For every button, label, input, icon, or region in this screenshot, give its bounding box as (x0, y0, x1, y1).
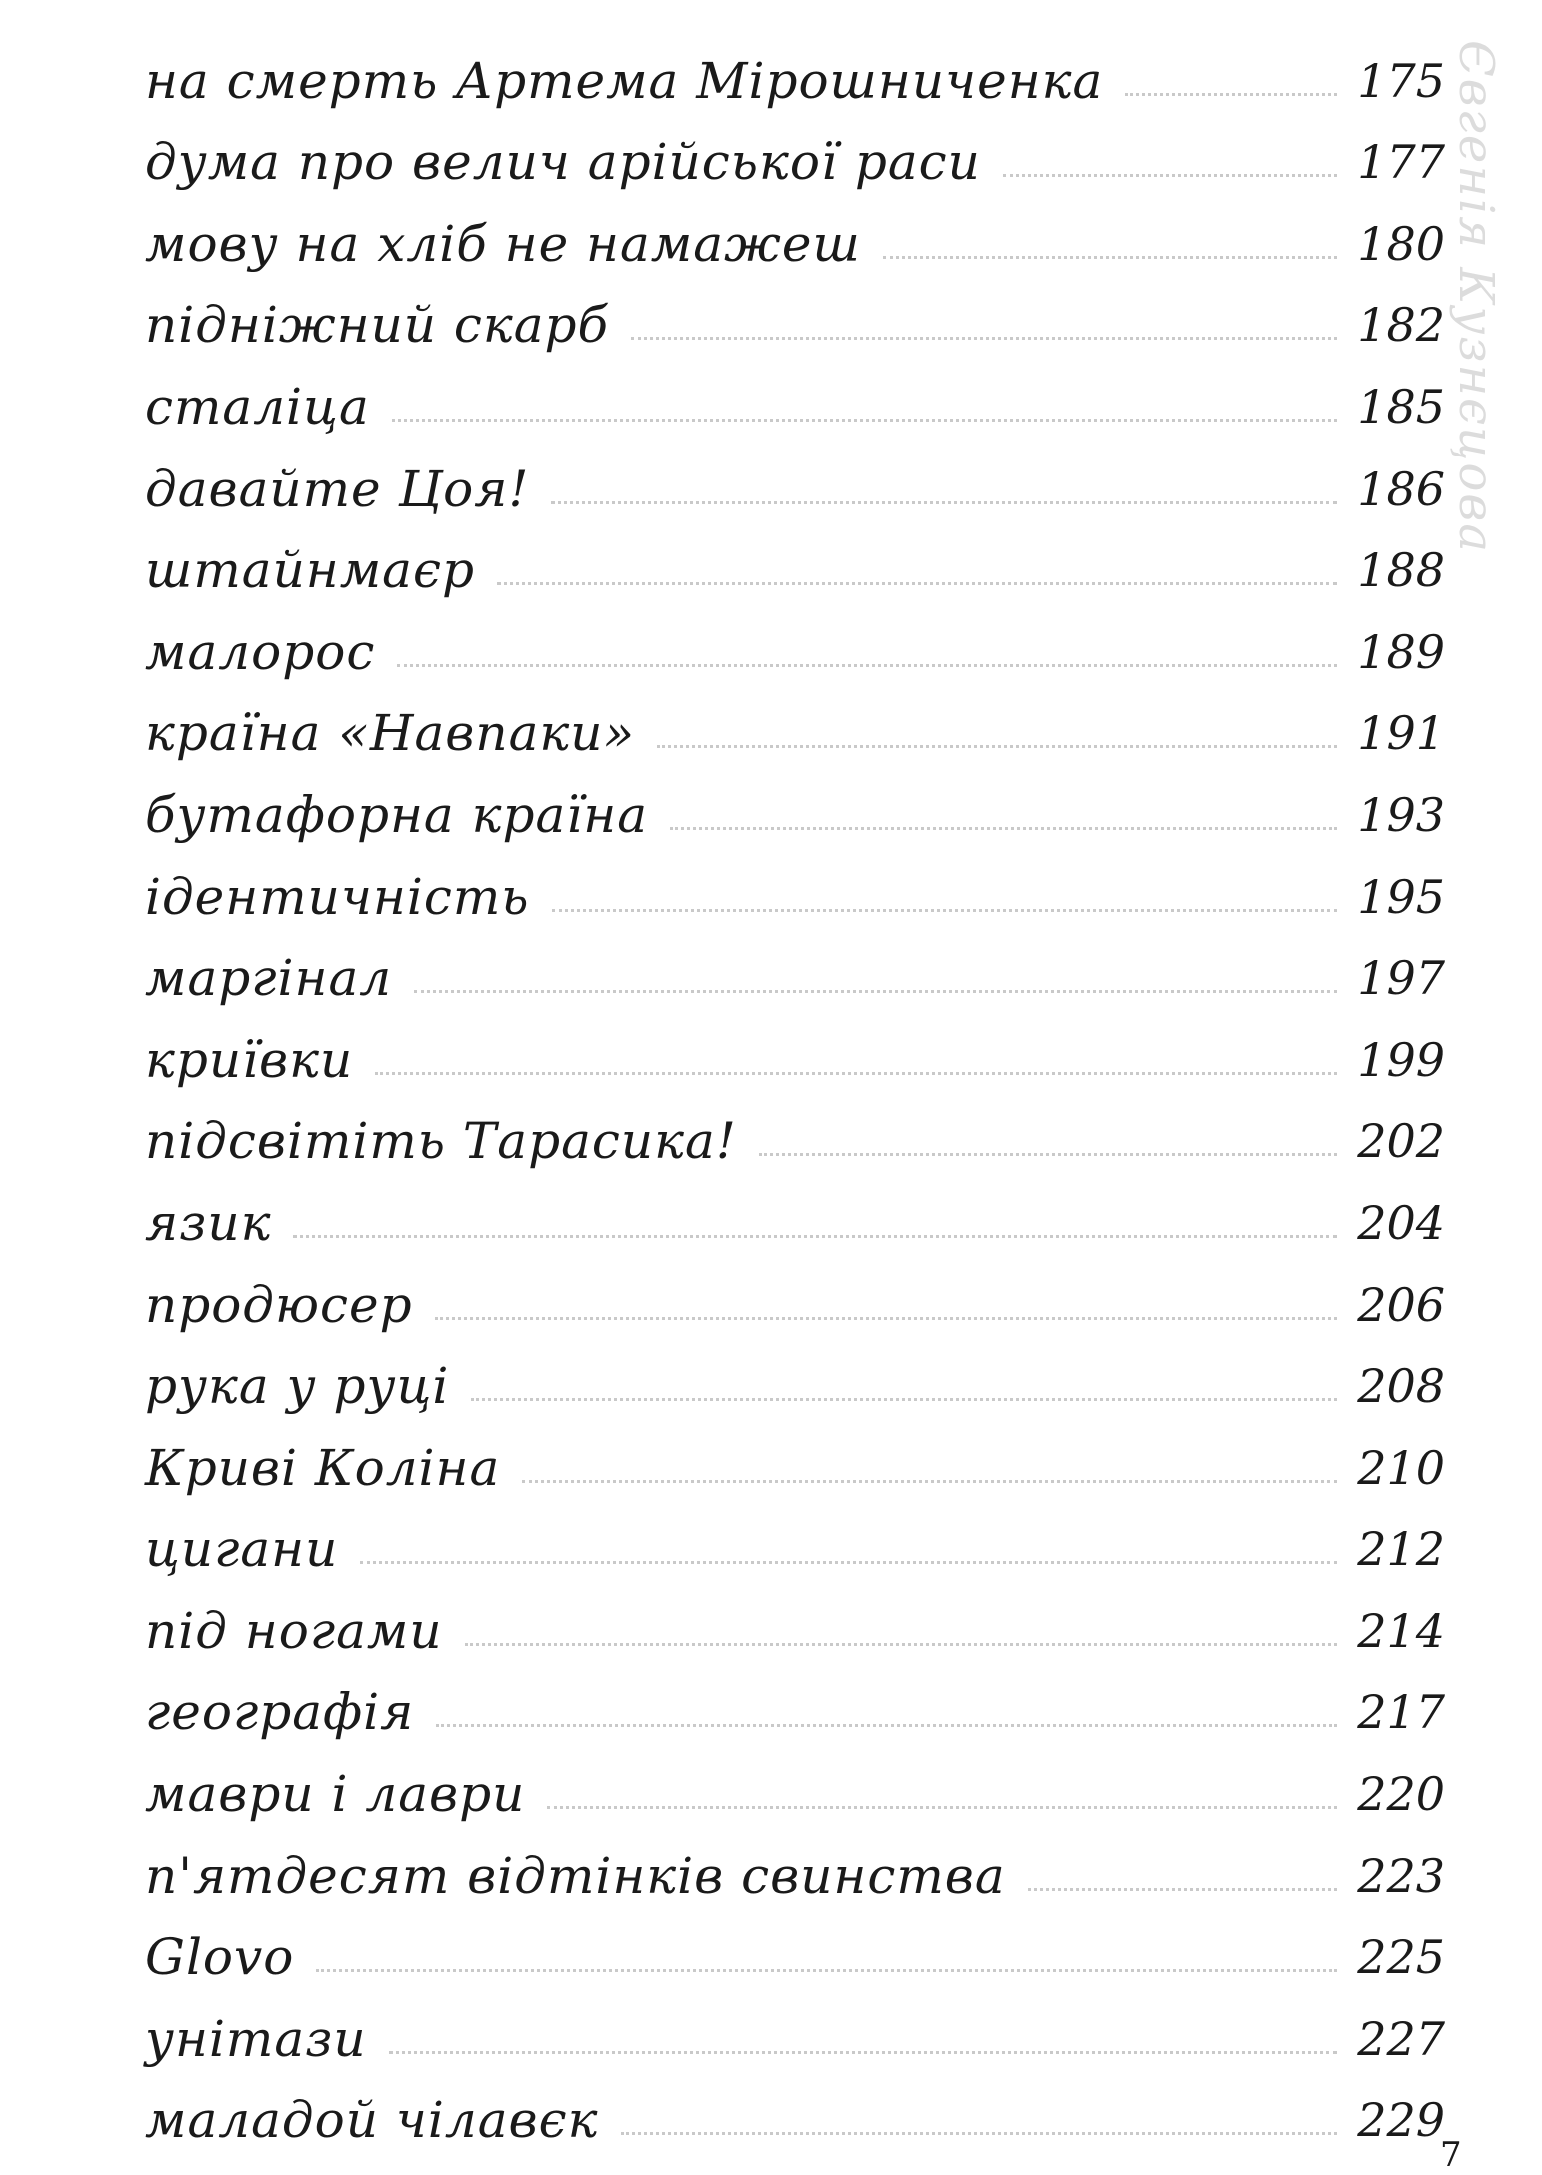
toc-entry-title: географія (145, 1683, 415, 1742)
toc-entry-page: 191 (1357, 706, 1445, 761)
toc-entry-page: 188 (1357, 543, 1445, 598)
toc-entry[interactable] (145, 1344, 1445, 1426)
toc-entry-title: давайте Цоя! (145, 459, 530, 518)
toc-entry-title: Криві Коліна (145, 1438, 501, 1497)
toc-entry-page: 225 (1357, 1930, 1445, 1985)
toc-entry-page: 210 (1357, 1440, 1445, 1495)
toc-entry-page: 206 (1357, 1277, 1445, 1332)
toc-entry-title: криївки (145, 1030, 354, 1089)
toc-entry[interactable] (145, 38, 1445, 120)
toc-entry-title: маладой чілавєк (145, 2091, 599, 2150)
dot-leader (883, 256, 1337, 259)
toc-entry[interactable] (145, 1670, 1445, 1752)
dot-leader (392, 419, 1337, 422)
dot-leader (670, 827, 1337, 830)
toc-entry-page: 229 (1357, 2093, 1445, 2148)
toc-entry[interactable] (145, 1833, 1445, 1915)
toc-entry-page: 180 (1357, 216, 1445, 271)
dot-leader (1125, 93, 1337, 96)
toc-entry-page: 208 (1357, 1359, 1445, 1414)
dot-leader (497, 582, 1337, 585)
toc-entry-page: 223 (1357, 1848, 1445, 1903)
toc-entry[interactable] (145, 1099, 1445, 1181)
toc-entry[interactable] (145, 528, 1445, 610)
toc-entry-title: на смерть Артема Мірошниченка (145, 51, 1104, 110)
toc-entry[interactable] (145, 283, 1445, 365)
side-watermark-text: Євгенія Кузнєцова (1448, 40, 1504, 554)
dot-leader (360, 1561, 1337, 1564)
dot-leader (1028, 1888, 1337, 1891)
toc-entry[interactable] (145, 446, 1445, 528)
toc-entry-title: маргінал (145, 949, 393, 1008)
toc-entry[interactable] (145, 1915, 1445, 1997)
toc-entry[interactable] (145, 1751, 1445, 1833)
toc-entry-page: 227 (1357, 2011, 1445, 2066)
dot-leader (631, 337, 1337, 340)
dot-leader (471, 1398, 1337, 1401)
toc-entry-page: 175 (1357, 53, 1445, 108)
toc-entry-page: 195 (1357, 869, 1445, 924)
toc-entry[interactable] (145, 201, 1445, 283)
dot-leader (657, 745, 1337, 748)
toc-entry[interactable] (145, 1262, 1445, 1344)
toc-entry-title: сталіца (145, 377, 370, 436)
toc-entry-title: штайнмаєр (145, 541, 475, 600)
toc-entry-page: 189 (1357, 624, 1445, 679)
table-of-contents (145, 38, 1445, 2159)
toc-entry-page: 204 (1357, 1195, 1445, 1250)
dot-leader (1003, 174, 1337, 177)
toc-entry[interactable] (145, 2078, 1445, 2160)
page-number: 7 (1440, 2135, 1462, 2175)
toc-entry[interactable] (145, 1017, 1445, 1099)
toc-entry[interactable] (145, 1425, 1445, 1507)
toc-entry-title: дума про велич арійської раси (145, 133, 981, 192)
toc-entry-page: 214 (1357, 1603, 1445, 1658)
toc-entry-page: 212 (1357, 1522, 1445, 1577)
toc-entry[interactable] (145, 854, 1445, 936)
dot-leader (552, 909, 1338, 912)
dot-leader (389, 2051, 1337, 2054)
toc-entry[interactable] (145, 691, 1445, 773)
toc-entry-title: ідентичність (145, 867, 530, 926)
toc-entry[interactable] (145, 609, 1445, 691)
toc-entry-page: 202 (1357, 1114, 1445, 1169)
dot-leader (414, 990, 1337, 993)
toc-entry-title: продюсер (145, 1275, 413, 1334)
toc-entry-page: 177 (1357, 135, 1445, 190)
toc-entry-page: 199 (1357, 1032, 1445, 1087)
toc-entry-page: 182 (1357, 298, 1445, 353)
dot-leader (435, 1317, 1337, 1320)
toc-entry[interactable] (145, 1996, 1445, 2078)
dot-leader (316, 1969, 1337, 1972)
dot-leader (375, 1072, 1337, 1075)
dot-leader (522, 1480, 1337, 1483)
toc-entry-title: рука у руці (145, 1357, 450, 1416)
toc-entry[interactable] (145, 120, 1445, 202)
toc-entry-title: мову на хліб не намажеш (145, 214, 861, 273)
toc-entry-title: Glovo (145, 1928, 295, 1987)
toc-entry-title: підніжний скарб (145, 296, 610, 355)
toc-entry[interactable] (145, 1507, 1445, 1589)
toc-entry-page: 185 (1357, 379, 1445, 434)
dot-leader (397, 664, 1337, 667)
dot-leader (436, 1724, 1337, 1727)
toc-entry-title: язик (145, 1193, 272, 1252)
toc-entry[interactable] (145, 1588, 1445, 1670)
toc-entry[interactable] (145, 772, 1445, 854)
toc-entry-page: 186 (1357, 461, 1445, 516)
dot-leader (621, 2132, 1337, 2135)
toc-entry-page: 220 (1357, 1767, 1445, 1822)
toc-entry-title: під ногами (145, 1601, 443, 1660)
dot-leader (551, 501, 1337, 504)
toc-entry-page: 217 (1357, 1685, 1445, 1740)
dot-leader (547, 1806, 1337, 1809)
toc-entry[interactable] (145, 1180, 1445, 1262)
toc-entry-title: країна «Навпаки» (145, 704, 636, 763)
toc-entry-title: підсвітіть Тарасика! (145, 1112, 737, 1171)
toc-entry-title: цигани (145, 1520, 339, 1579)
dot-leader (465, 1643, 1337, 1646)
toc-entry-page: 193 (1357, 787, 1445, 842)
toc-entry[interactable] (145, 936, 1445, 1018)
dot-leader (759, 1153, 1337, 1156)
toc-entry-title: маври і лаври (145, 1765, 526, 1824)
dot-leader (293, 1235, 1337, 1238)
toc-entry-title: п'ятдесят відтінків свинства (145, 1846, 1006, 1905)
toc-entry-title: унітази (145, 2009, 367, 2068)
toc-entry-page: 197 (1357, 951, 1445, 1006)
toc-entry[interactable] (145, 364, 1445, 446)
toc-entry-title: малорос (145, 622, 376, 681)
toc-entry-title: бутафорна країна (145, 785, 649, 844)
